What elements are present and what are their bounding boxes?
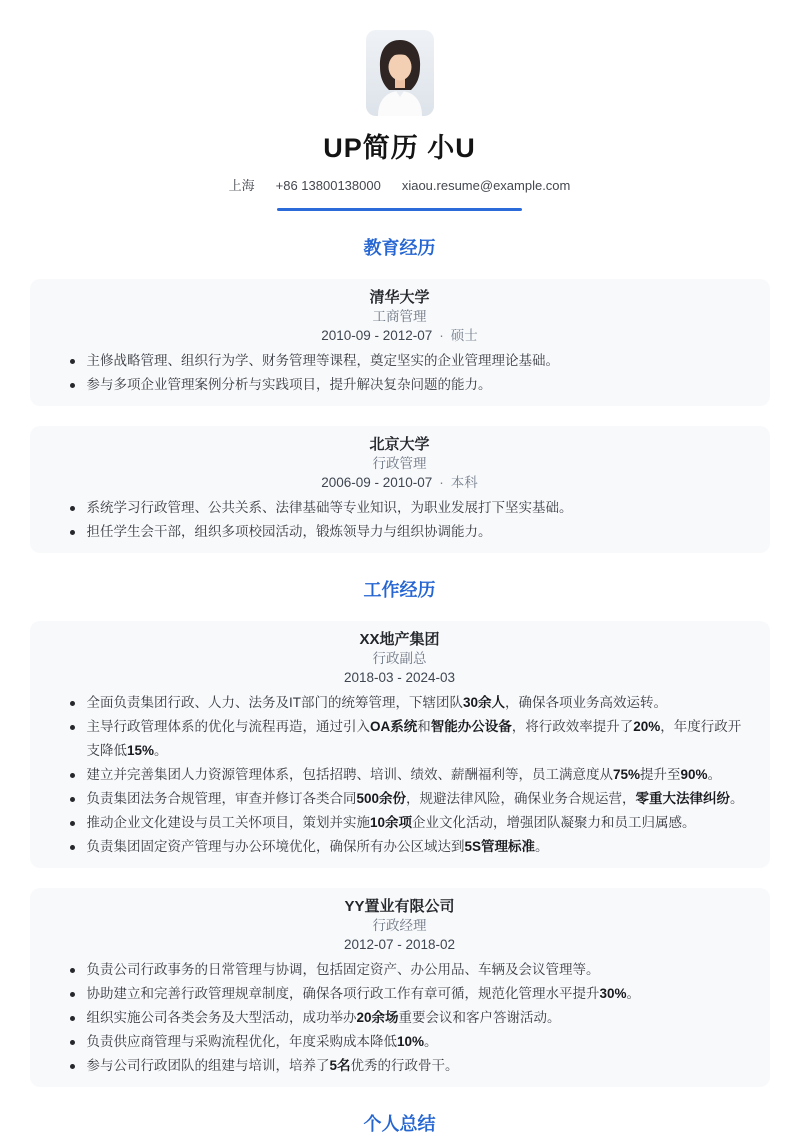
entry-card <box>30 621 770 868</box>
entry-date-line <box>50 473 750 493</box>
entry-date-dot: · <box>439 328 444 343</box>
entry-role: 行政副总 <box>372 651 427 666</box>
entry-role: 行政管理 <box>372 456 427 471</box>
resume-header <box>0 0 799 211</box>
bullet-item: 全面负责集团行政、人力、法务及IT部门的统筹管理，下辖团队30余人，确保各项业务高效运转。 <box>70 691 750 715</box>
bullet-list <box>50 691 750 859</box>
section-title: 个人总结 <box>363 1114 436 1134</box>
resume-section <box>0 237 799 553</box>
entry-date: 2010-09 - 2012-07 <box>321 328 433 343</box>
bullet-list <box>50 496 750 544</box>
entry-date-dot: · <box>439 475 444 490</box>
section-entries <box>0 279 799 553</box>
bullet-item: 系统学习行政管理、公共关系、法律基础等专业知识，为职业发展打下坚实基础。 <box>70 496 750 520</box>
bullet-item: 推动企业文化建设与员工关怀项目，策划并实施10余项企业文化活动，增强团队凝聚力和员工归属感。 <box>70 811 750 835</box>
entry-date-line <box>50 668 750 688</box>
bullet-item: 主修战略管理、组织行为学、财务管理等课程，奠定坚实的企业管理理论基础。 <box>70 349 750 373</box>
bullet-item: 负责供应商管理与采购流程优化，年度采购成本降低10%。 <box>70 1030 750 1054</box>
entry-org: 北京大学 <box>369 436 430 453</box>
entry-role: 行政经理 <box>372 918 427 933</box>
entry-role: 工商管理 <box>372 309 427 324</box>
entry-date: 2018-03 - 2024-03 <box>343 670 456 685</box>
section-title: 工作经历 <box>363 580 436 600</box>
entry-degree: 本科 <box>450 475 478 490</box>
bullet-item: 参与公司行政团队的组建与培训，培养了5名优秀的行政骨干。 <box>70 1054 750 1078</box>
resume-section <box>0 1113 799 1135</box>
bullet-item: 参与多项企业管理案例分析与实践项目，提升解决复杂问题的能力。 <box>70 373 750 397</box>
entry-date: 2012-07 - 2018-02 <box>343 937 456 952</box>
entry-org: XX地产集团 <box>359 631 440 648</box>
bullet-item: 协助建立和完善行政管理规章制度，确保各项行政工作有章可循，规范化管理水平提升30%。 <box>70 982 750 1006</box>
contact-row <box>0 178 799 193</box>
bullet-list <box>50 958 750 1078</box>
bullet-item: 负责公司行政事务的日常管理与协调，包括固定资产、办公用品、车辆及会议管理等。 <box>70 958 750 982</box>
bullet-item: 组织实施公司各类会务及大型活动，成功举办20余场重要会议和客户答谢活动。 <box>70 1006 750 1030</box>
contact-location: 上海 <box>228 178 255 193</box>
bullet-item: 负责集团固定资产管理与办公环境优化，确保所有办公区域达到5S管理标准。 <box>70 835 750 859</box>
candidate-name: UP简历 小U <box>323 133 476 163</box>
contact-phone: +86 13800138000 <box>275 178 381 193</box>
profile-photo-icon <box>366 30 434 116</box>
bullet-item: 负责集团法务合规管理，审查并修订各类合同500余份，规避法律风险，确保业务合规运营，零重大法律纠纷。 <box>70 787 750 811</box>
contact-email: xiaou.resume@example.com <box>401 178 571 193</box>
entry-degree: 硕士 <box>450 328 478 343</box>
sections <box>0 237 799 1135</box>
entry-org: YY置业有限公司 <box>344 898 455 915</box>
entry-card <box>30 888 770 1087</box>
header-divider <box>277 208 522 211</box>
entry-date: 2006-09 - 2010-07 <box>321 475 433 490</box>
entry-date-line <box>50 935 750 955</box>
entry-card <box>30 426 770 553</box>
section-entries <box>0 621 799 1087</box>
entry-org: 清华大学 <box>369 289 430 306</box>
entry-date-line <box>50 326 750 346</box>
entry-card <box>30 279 770 406</box>
bullet-list <box>50 349 750 397</box>
bullet-item: 建立并完善集团人力资源管理体系，包括招聘、培训、绩效、薪酬福利等，员工满意度从75%提升至90%。 <box>70 763 750 787</box>
bullet-item: 主导行政管理体系的优化与流程再造，通过引入OA系统和智能办公设备，将行政效率提升了20%，年度行政开支降低15%。 <box>70 715 750 763</box>
resume-section <box>0 579 799 1087</box>
bullet-item: 担任学生会干部，组织多项校园活动，锻炼领导力与组织协调能力。 <box>70 520 750 544</box>
section-title: 教育经历 <box>363 238 436 258</box>
